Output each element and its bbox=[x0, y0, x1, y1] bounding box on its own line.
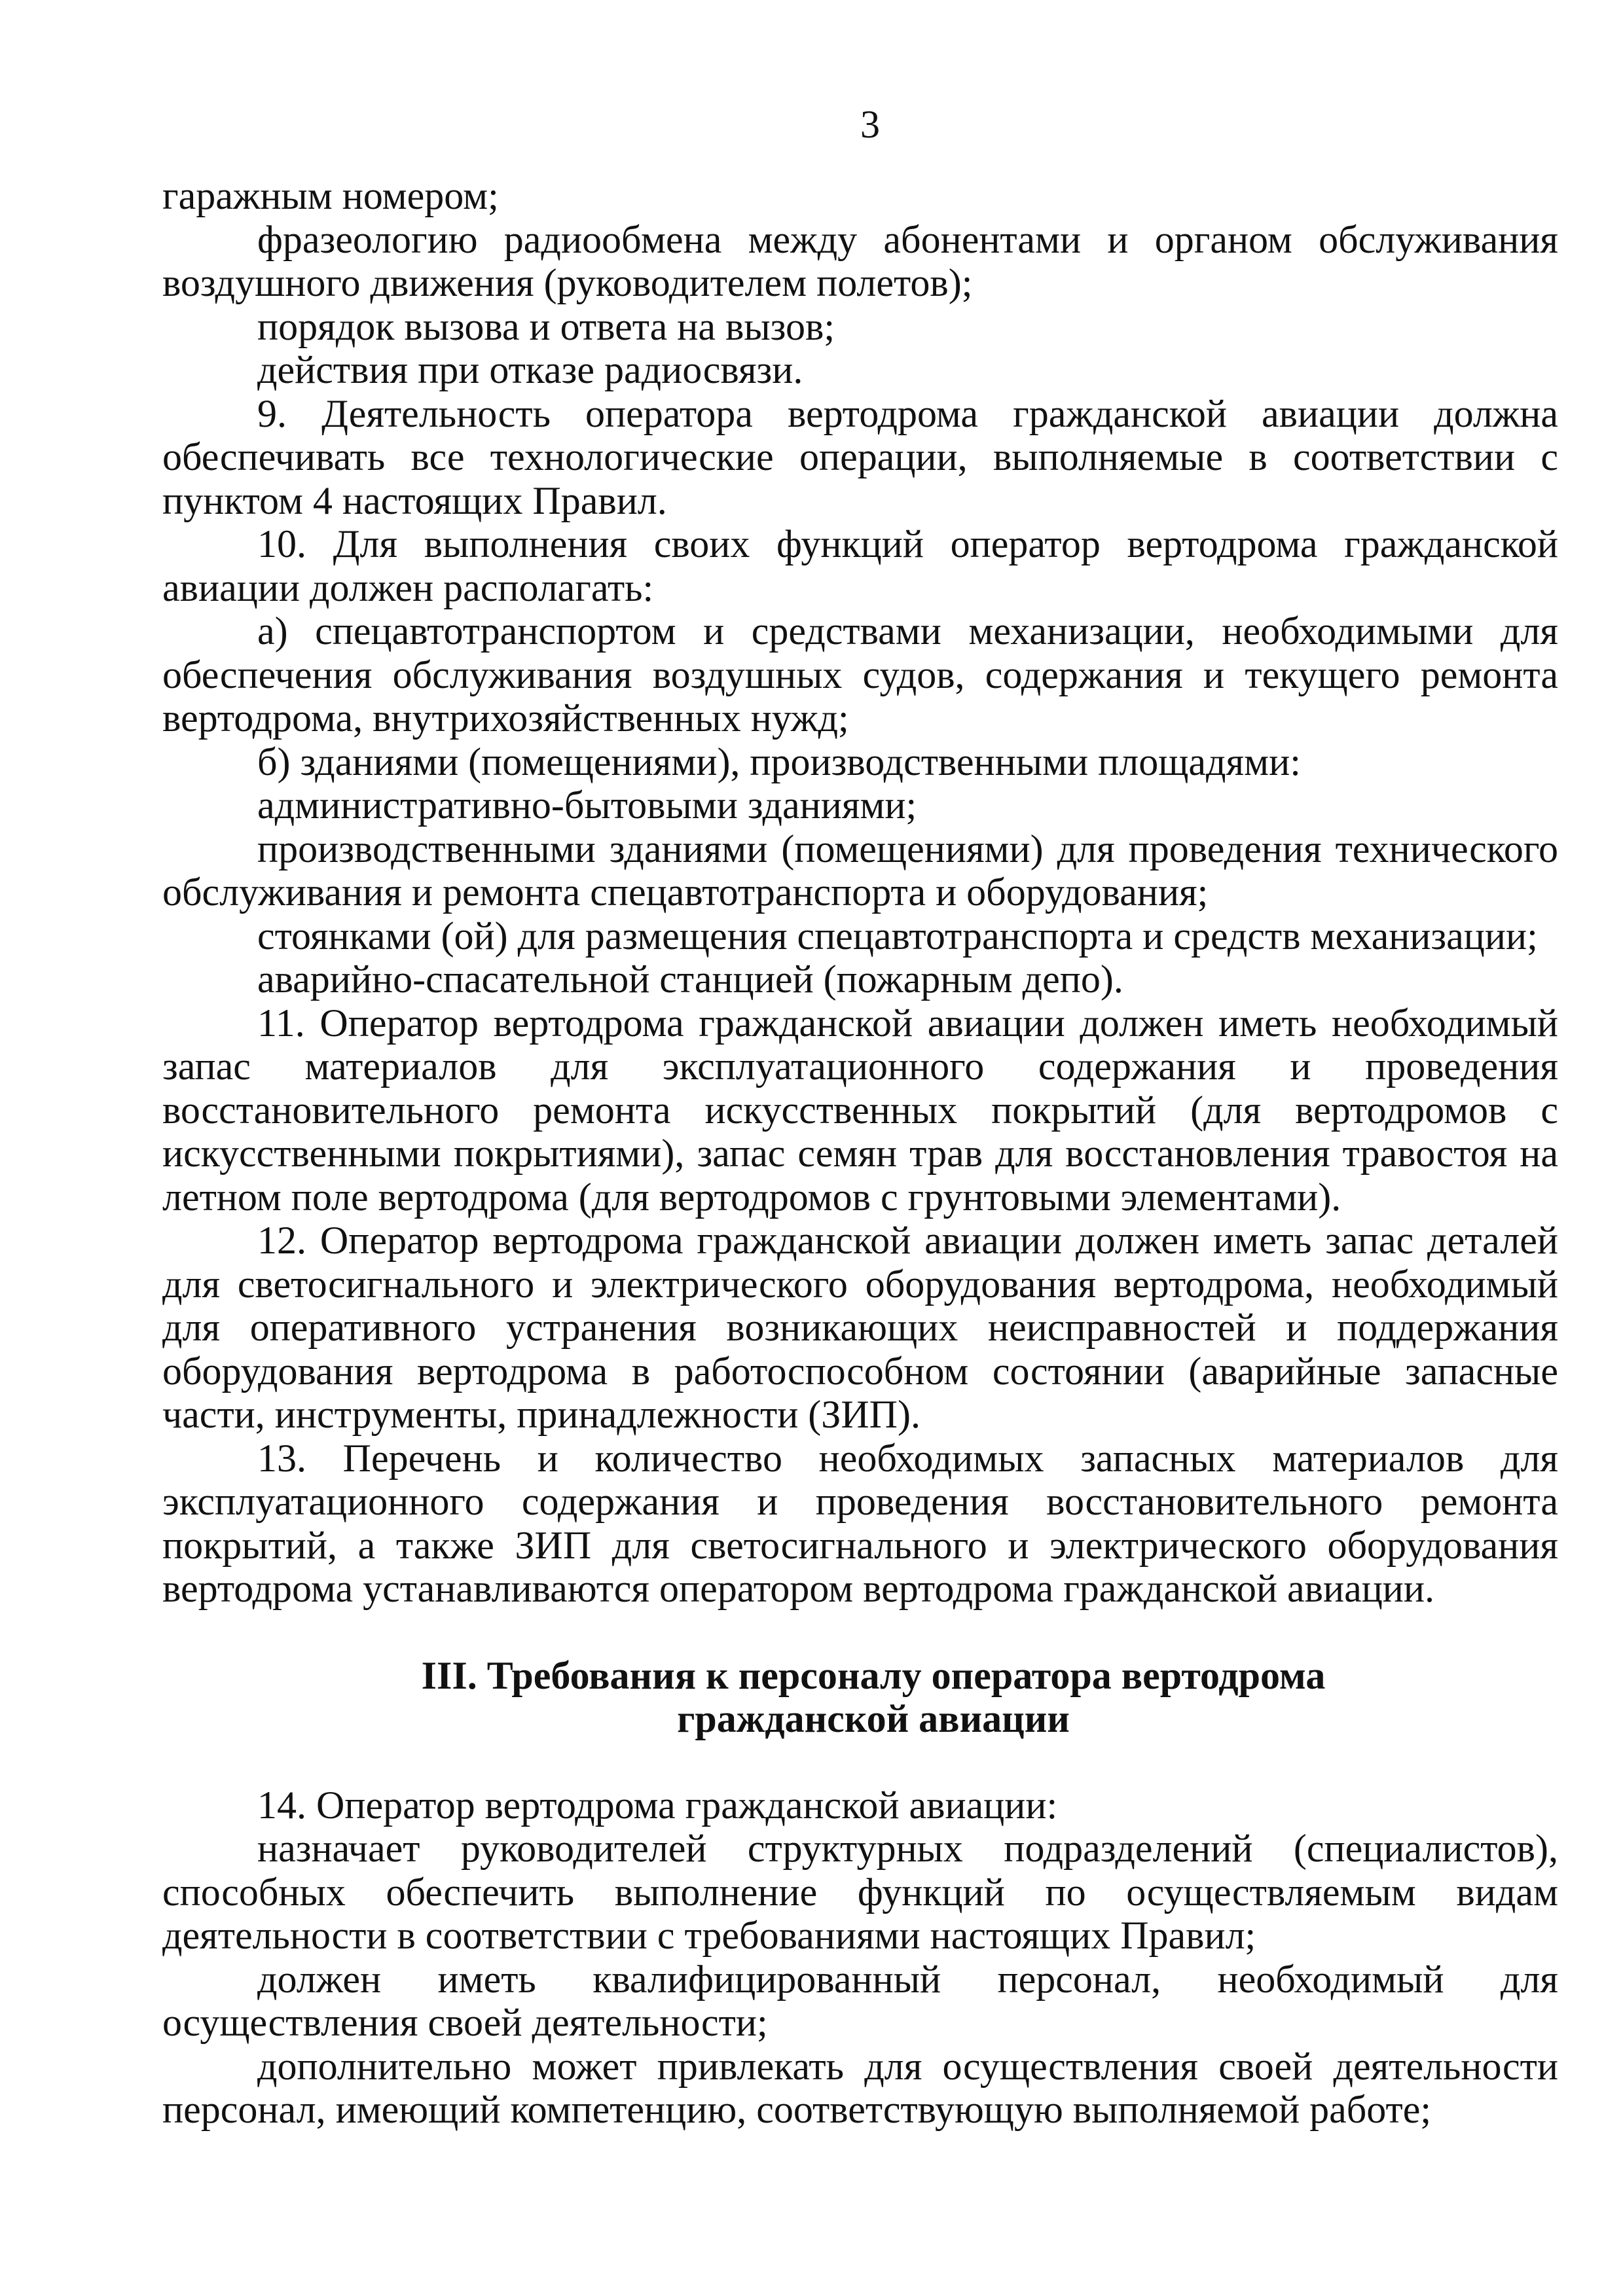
section-heading-line-2: гражданской авиации bbox=[677, 1696, 1070, 1740]
section-heading bbox=[162, 1654, 1558, 1740]
paragraph-item-12: 12. Оператор вертодрома гражданской авиации должен иметь запас деталей для светосигнального и электрического оборудования вертодрома, необходимый для оперативного устранения возникающих неисправностей и поддержания оборудования вертодрома в работоспособном состоянии (аварийные запасные части, инструменты, принадлежности (ЗИП). bbox=[162, 1219, 1558, 1436]
paragraph: стоянками (ой) для размещения спецавтотранспорта и средств механизации; bbox=[257, 914, 1538, 958]
paragraph: назначает руководителей структурных подразделений (специалистов), способных обеспечить выполнение функций по осуществляемым видам деятельности в соответствии с требованиями настоящих Правил; bbox=[162, 1827, 1558, 1957]
paragraph: аварийно-спасательной станцией (пожарным депо). bbox=[257, 958, 1123, 1001]
paragraph-item-14: 14. Оператор вертодрома гражданской авиации: bbox=[257, 1783, 1058, 1827]
paragraph: фразеологию радиообмена между абонентами и органом обслуживания воздушного движения (руководителем полетов); bbox=[162, 217, 1558, 304]
paragraph-item-9: 9. Деятельность оператора вертодрома гражданской авиации должна обеспечивать все технологические операции, выполняемые в соответствии с пунктом 4 настоящих Правил. bbox=[162, 391, 1558, 522]
paragraph: действия при отказе радиосвязи. bbox=[257, 348, 803, 391]
paragraph: гаражным номером; bbox=[162, 174, 499, 217]
paragraph: порядок вызова и ответа на вызов; bbox=[257, 304, 835, 348]
paragraph-subitem-b: б) зданиями (помещениями), производственными площадями: bbox=[257, 740, 1301, 783]
paragraph: должен иметь квалифицированный персонал, необходимый для осуществления своей деятельности; bbox=[162, 1957, 1558, 2044]
paragraph-item-10: 10. Для выполнения своих функций оператор вертодрома гражданской авиации должен располагать: bbox=[162, 522, 1558, 609]
paragraph-subitem-a: а) спецавтотранспортом и средствами механизации, необходимыми для обеспечения обслуживания воздушных судов, содержания и текущего ремонта вертодрома, внутрихозяйственных нужд; bbox=[162, 609, 1558, 740]
paragraph: производственными зданиями (помещениями) для проведения технического обслуживания и ремонта спецавтотранспорта и оборудования; bbox=[162, 827, 1558, 914]
document-page bbox=[162, 105, 1558, 2132]
paragraph: дополнительно может привлекать для осуществления своей деятельности персонал, имеющий компетенцию, соответствующую выполняемой работе; bbox=[162, 2044, 1558, 2131]
page-number: 3 bbox=[860, 103, 880, 146]
body-text-top bbox=[162, 174, 1558, 1611]
body-text-bottom bbox=[162, 1784, 1558, 2132]
paragraph-item-13: 13. Перечень и количество необходимых запасных материалов для эксплуатационного содержания и проведения восстановительного ремонта покрытий, а также ЗИП для светосигнального и электрического оборудования вертодрома устанавливаются оператором вертодрома гражданской авиации. bbox=[162, 1436, 1558, 1610]
paragraph-item-11: 11. Оператор вертодрома гражданской авиации должен иметь необходимый запас материалов для эксплуатационного содержания и проведения восстановительного ремонта искусственных покрытий (для вертодромов с искусственными покрытиями), запас семян трав для восстановления травостоя на летном поле вертодрома (для вертодромов с грунтовыми элементами). bbox=[162, 1001, 1558, 1219]
paragraph: административно-бытовыми зданиями; bbox=[257, 783, 917, 827]
section-heading-line-1: III. Требования к персоналу оператора вертодрома bbox=[421, 1653, 1326, 1697]
